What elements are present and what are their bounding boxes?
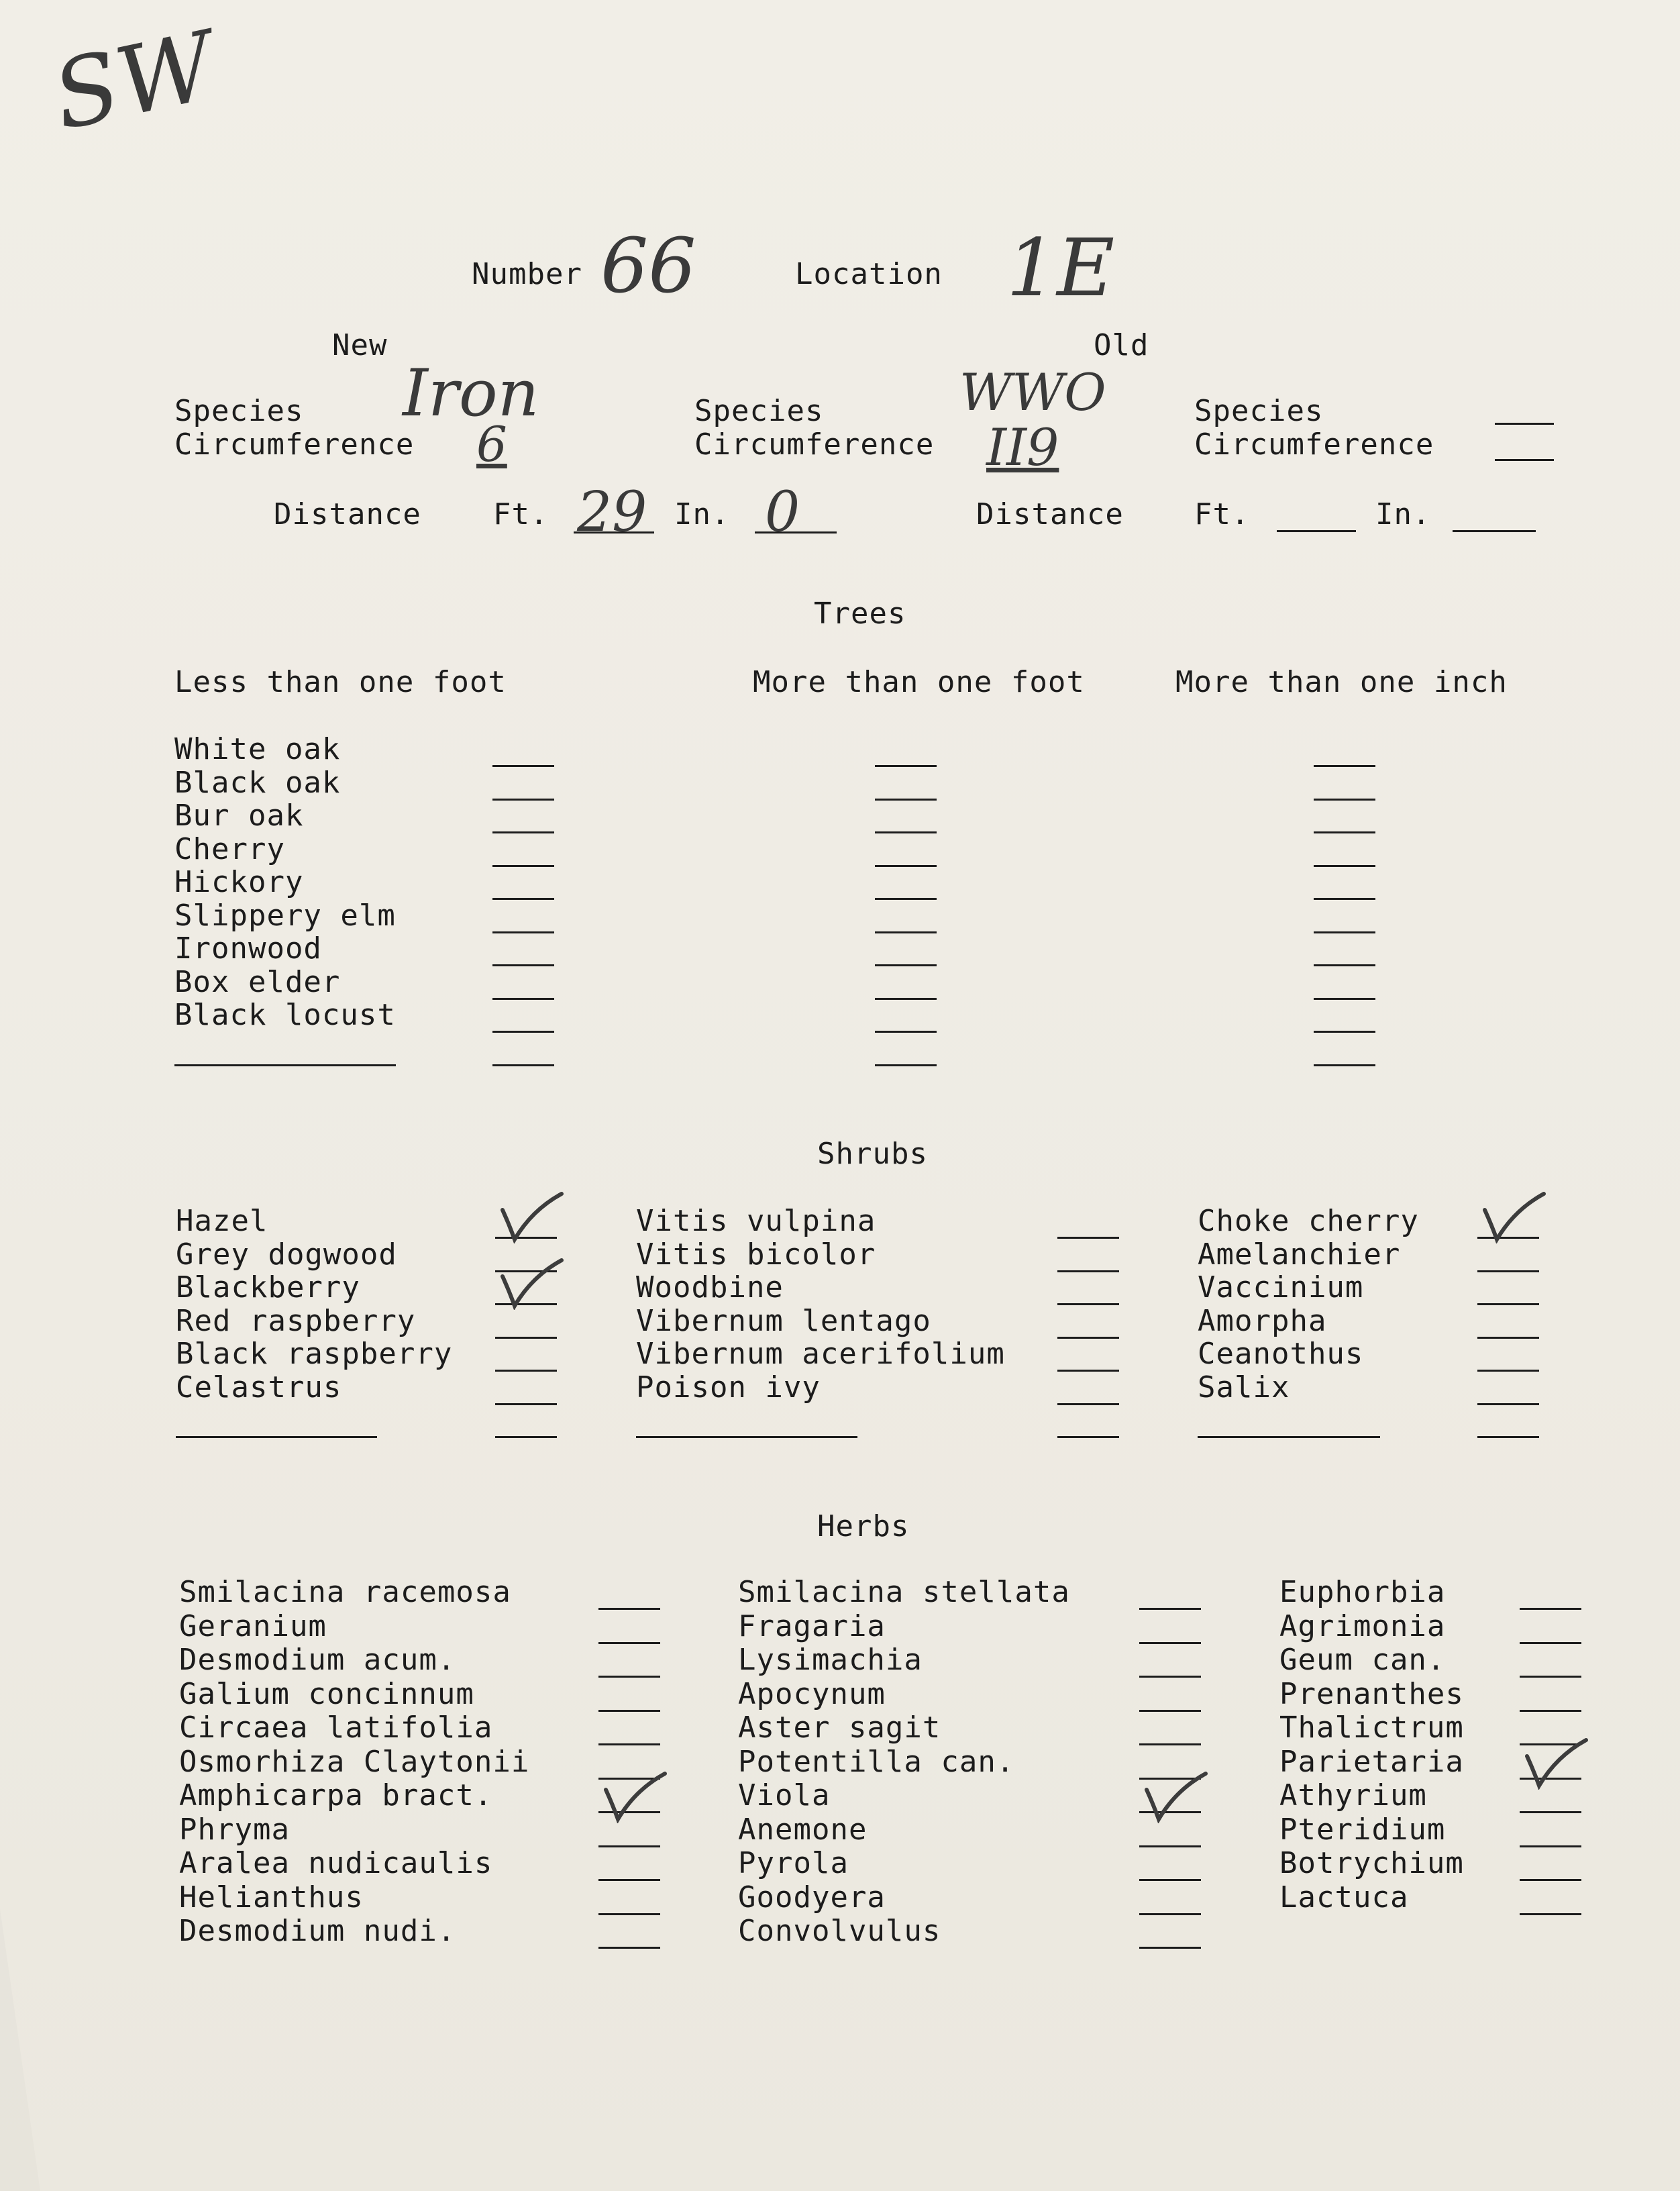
- herb-blank[interactable]: [1139, 1947, 1201, 1949]
- shrub-write-in-blank[interactable]: [176, 1436, 377, 1438]
- shrub-label: Vibernum acerifolium: [636, 1337, 1005, 1371]
- tree-blank-more-than-foot[interactable]: [875, 765, 937, 767]
- tree-blank-more-than-inch[interactable]: [1314, 931, 1375, 933]
- herb-label: Pteridium: [1279, 1812, 1446, 1847]
- herb-label: Lysimachia: [738, 1643, 923, 1677]
- old-circumference-label: Circumference: [1194, 427, 1434, 462]
- herb-label: Aralea nudicaulis: [179, 1846, 493, 1880]
- new-label: New: [332, 328, 388, 362]
- shrub-blank[interactable]: [1057, 1303, 1119, 1305]
- shrub-blank[interactable]: [1477, 1303, 1539, 1305]
- middle-circumference-value: II9: [986, 417, 1059, 477]
- tree-write-in-blank[interactable]: [174, 1064, 396, 1066]
- check-mark-icon: [1473, 1190, 1553, 1243]
- herb-label: Agrimonia: [1279, 1609, 1446, 1643]
- herb-blank[interactable]: [1520, 1845, 1581, 1847]
- trees-col1-header: Less than one foot: [174, 665, 507, 699]
- herb-label: Desmodium nudi.: [179, 1914, 456, 1948]
- trees-col2-header: More than one foot: [753, 665, 1085, 699]
- tree-blank-less-than-foot[interactable]: [492, 1031, 554, 1033]
- check-mark-icon: [1518, 1736, 1592, 1790]
- tree-blank-more-than-foot[interactable]: [875, 1064, 937, 1066]
- herb-label: Botrychium: [1279, 1846, 1464, 1880]
- herb-label: Potentilla can.: [738, 1744, 1015, 1779]
- tree-blank-more-than-foot[interactable]: [875, 831, 937, 833]
- herb-blank[interactable]: [1139, 1676, 1201, 1678]
- shrub-blank[interactable]: [1057, 1337, 1119, 1339]
- shrub-write-in-blank[interactable]: [636, 1436, 857, 1438]
- herb-label: Parietaria: [1279, 1744, 1464, 1779]
- tree-blank-less-than-foot[interactable]: [492, 765, 554, 767]
- location-value: 1E: [1006, 221, 1115, 314]
- check-mark-icon: [491, 1190, 570, 1243]
- herb-blank[interactable]: [1520, 1879, 1581, 1881]
- new-in-blank[interactable]: [755, 531, 837, 533]
- herb-blank[interactable]: [1520, 1608, 1581, 1610]
- herb-label: Circaea latifolia: [179, 1711, 493, 1745]
- middle-species-label: Species: [694, 394, 824, 428]
- herb-blank[interactable]: [598, 1642, 660, 1644]
- herb-label: Thalictrum: [1279, 1711, 1464, 1745]
- number-label: Number: [472, 257, 582, 291]
- herb-blank[interactable]: [1139, 1642, 1201, 1644]
- middle-species-value: WWO: [959, 362, 1106, 422]
- herb-label: Apocynum: [738, 1676, 886, 1711]
- herb-label: Viola: [738, 1778, 831, 1813]
- tree-blank-more-than-inch[interactable]: [1314, 964, 1375, 966]
- shrub-blank[interactable]: [1057, 1403, 1119, 1405]
- tree-blank-more-than-inch[interactable]: [1314, 998, 1375, 1000]
- new-ft-label: Ft.: [493, 497, 549, 531]
- herb-blank[interactable]: [1520, 1913, 1581, 1915]
- tree-blank-less-than-foot[interactable]: [492, 964, 554, 966]
- corner-mark: SW: [44, 11, 225, 152]
- tree-blank-more-than-inch[interactable]: [1314, 1031, 1375, 1033]
- tree-blank-less-than-foot[interactable]: [492, 1064, 554, 1066]
- tree-label: White oak: [174, 732, 341, 766]
- herb-label: Convolvulus: [738, 1914, 941, 1948]
- location-label: Location: [795, 257, 943, 291]
- tree-blank-more-than-inch[interactable]: [1314, 1064, 1375, 1066]
- herb-blank[interactable]: [1139, 1879, 1201, 1881]
- tree-blank-more-than-foot[interactable]: [875, 998, 937, 1000]
- old-ft-blank[interactable]: [1277, 530, 1356, 532]
- shrub-label: Hazel: [176, 1204, 268, 1238]
- shrub-label: Blackberry: [176, 1270, 360, 1305]
- herb-blank[interactable]: [598, 1913, 660, 1915]
- tree-blank-less-than-foot[interactable]: [492, 998, 554, 1000]
- herb-blank[interactable]: [598, 1608, 660, 1610]
- tree-label: Bur oak: [174, 799, 304, 833]
- herb-label: Prenanthes: [1279, 1676, 1464, 1711]
- shrub-blank[interactable]: [495, 1436, 557, 1438]
- shrub-label: Black raspberry: [176, 1337, 453, 1371]
- herb-label: Phryma: [179, 1812, 290, 1847]
- herb-label: Smilacina stellata: [738, 1575, 1070, 1609]
- tree-label: Hickory: [174, 865, 304, 899]
- shrub-label: Vitis vulpina: [636, 1204, 876, 1238]
- new-in-label: In.: [674, 497, 730, 531]
- herb-blank[interactable]: [598, 1879, 660, 1881]
- old-circumference-blank[interactable]: [1495, 459, 1554, 461]
- middle-circumference-label: Circumference: [694, 427, 935, 462]
- herbs-title: Herbs: [817, 1509, 910, 1543]
- herb-blank[interactable]: [598, 1710, 660, 1712]
- herb-blank[interactable]: [1139, 1913, 1201, 1915]
- shrubs-title: Shrubs: [817, 1137, 928, 1171]
- shrub-blank[interactable]: [1057, 1370, 1119, 1372]
- trees-col3-header: More than one inch: [1175, 665, 1508, 699]
- herb-label: Euphorbia: [1279, 1575, 1446, 1609]
- shrub-blank[interactable]: [495, 1337, 557, 1339]
- herb-label: Fragaria: [738, 1609, 886, 1643]
- shrub-label: Grey dogwood: [176, 1237, 397, 1272]
- tree-blank-less-than-foot[interactable]: [492, 799, 554, 801]
- herb-label: Aster sagit: [738, 1711, 941, 1745]
- herb-blank[interactable]: [598, 1845, 660, 1847]
- tree-blank-more-than-foot[interactable]: [875, 799, 937, 801]
- tree-blank-less-than-foot[interactable]: [492, 898, 554, 900]
- shrub-blank[interactable]: [495, 1403, 557, 1405]
- shrub-blank[interactable]: [1057, 1436, 1119, 1438]
- herb-label: Goodyera: [738, 1880, 886, 1915]
- shrub-label: Poison ivy: [636, 1370, 821, 1405]
- tree-blank-more-than-foot[interactable]: [875, 865, 937, 867]
- shrub-blank[interactable]: [1477, 1370, 1539, 1372]
- tree-label: Ironwood: [174, 931, 322, 966]
- page-fold-shadow: [0, 1909, 40, 2191]
- shrub-label: Ceanothus: [1198, 1337, 1364, 1371]
- herb-label: Anemone: [738, 1812, 868, 1847]
- new-distance-label: Distance: [274, 497, 421, 531]
- tree-label: Black locust: [174, 998, 396, 1032]
- herb-blank[interactable]: [598, 1947, 660, 1949]
- tree-blank-more-than-foot[interactable]: [875, 1031, 937, 1033]
- old-in-label: In.: [1375, 497, 1431, 531]
- herb-blank[interactable]: [1139, 1845, 1201, 1847]
- herb-label: Osmorhiza Claytonii: [179, 1744, 530, 1779]
- old-in-blank[interactable]: [1453, 530, 1536, 532]
- shrub-label: Vibernum lentago: [636, 1303, 931, 1338]
- herb-blank[interactable]: [1139, 1710, 1201, 1712]
- herb-blank[interactable]: [1139, 1608, 1201, 1610]
- shrub-label: Amelanchier: [1198, 1237, 1401, 1272]
- old-species-label: Species: [1194, 394, 1324, 428]
- shrub-write-in-blank[interactable]: [1198, 1436, 1380, 1438]
- herb-blank[interactable]: [1520, 1811, 1581, 1813]
- check-mark-icon: [597, 1770, 671, 1823]
- shrub-label: Celastrus: [176, 1370, 342, 1405]
- shrub-label: Woodbine: [636, 1270, 784, 1305]
- tree-blank-more-than-inch[interactable]: [1314, 865, 1375, 867]
- shrub-blank[interactable]: [1057, 1237, 1119, 1239]
- old-species-blank[interactable]: [1495, 423, 1554, 425]
- tree-label: Black oak: [174, 765, 341, 800]
- herb-label: Athyrium: [1279, 1778, 1427, 1813]
- new-ft-blank[interactable]: [574, 531, 654, 533]
- tree-blank-less-than-foot[interactable]: [492, 831, 554, 833]
- tree-blank-more-than-inch[interactable]: [1314, 765, 1375, 767]
- herb-label: Lactuca: [1279, 1880, 1409, 1915]
- tree-blank-more-than-inch[interactable]: [1314, 799, 1375, 801]
- check-mark-icon: [491, 1256, 570, 1310]
- new-in-value: 0: [765, 480, 800, 544]
- shrub-blank[interactable]: [1477, 1436, 1539, 1438]
- shrub-label: Salix: [1198, 1370, 1290, 1405]
- shrub-label: Choke cherry: [1198, 1204, 1419, 1238]
- tree-blank-less-than-foot[interactable]: [492, 931, 554, 933]
- check-mark-icon: [1138, 1770, 1212, 1823]
- tree-blank-less-than-foot[interactable]: [492, 865, 554, 867]
- tree-blank-more-than-foot[interactable]: [875, 931, 937, 933]
- old-distance-label: Distance: [976, 497, 1124, 531]
- herb-blank[interactable]: [1520, 1676, 1581, 1678]
- new-ft-value: 29: [577, 480, 647, 544]
- herb-blank[interactable]: [1520, 1642, 1581, 1644]
- tree-label: Cherry: [174, 831, 285, 866]
- new-species-value: Iron: [403, 356, 539, 431]
- old-label: Old: [1094, 328, 1149, 362]
- shrub-blank[interactable]: [495, 1370, 557, 1372]
- tree-blank-more-than-foot[interactable]: [875, 898, 937, 900]
- herb-label: Pyrola: [738, 1846, 849, 1880]
- new-circumference-label: Circumference: [174, 427, 415, 462]
- tree-blank-more-than-inch[interactable]: [1314, 831, 1375, 833]
- herb-blank[interactable]: [1520, 1710, 1581, 1712]
- old-ft-label: Ft.: [1194, 497, 1250, 531]
- tree-label: Box elder: [174, 964, 341, 999]
- herb-label: Geum can.: [1279, 1643, 1446, 1677]
- herb-blank[interactable]: [1139, 1743, 1201, 1745]
- trees-title: Trees: [814, 597, 906, 631]
- shrub-label: Vaccinium: [1198, 1270, 1364, 1305]
- herb-label: Geranium: [179, 1609, 327, 1643]
- tree-blank-more-than-foot[interactable]: [875, 964, 937, 966]
- shrub-label: Red raspberry: [176, 1303, 416, 1338]
- tree-blank-more-than-inch[interactable]: [1314, 898, 1375, 900]
- shrub-blank[interactable]: [1477, 1403, 1539, 1405]
- shrub-blank[interactable]: [1057, 1270, 1119, 1272]
- herb-label: Helianthus: [179, 1880, 364, 1915]
- herb-label: Smilacina racemosa: [179, 1575, 511, 1609]
- shrub-blank[interactable]: [1477, 1337, 1539, 1339]
- herb-label: Desmodium acum.: [179, 1643, 456, 1677]
- new-species-label: Species: [174, 394, 304, 428]
- tree-label: Slippery elm: [174, 898, 396, 933]
- herb-blank[interactable]: [598, 1743, 660, 1745]
- shrub-label: Amorpha: [1198, 1303, 1327, 1338]
- herb-label: Amphicarpa bract.: [179, 1778, 493, 1813]
- herb-blank[interactable]: [598, 1676, 660, 1678]
- shrub-blank[interactable]: [1477, 1270, 1539, 1272]
- herb-label: Galium concinnum: [179, 1676, 474, 1711]
- new-circumference-value: 6: [476, 416, 507, 472]
- shrub-label: Vitis bicolor: [636, 1237, 876, 1272]
- number-value: 66: [600, 223, 696, 310]
